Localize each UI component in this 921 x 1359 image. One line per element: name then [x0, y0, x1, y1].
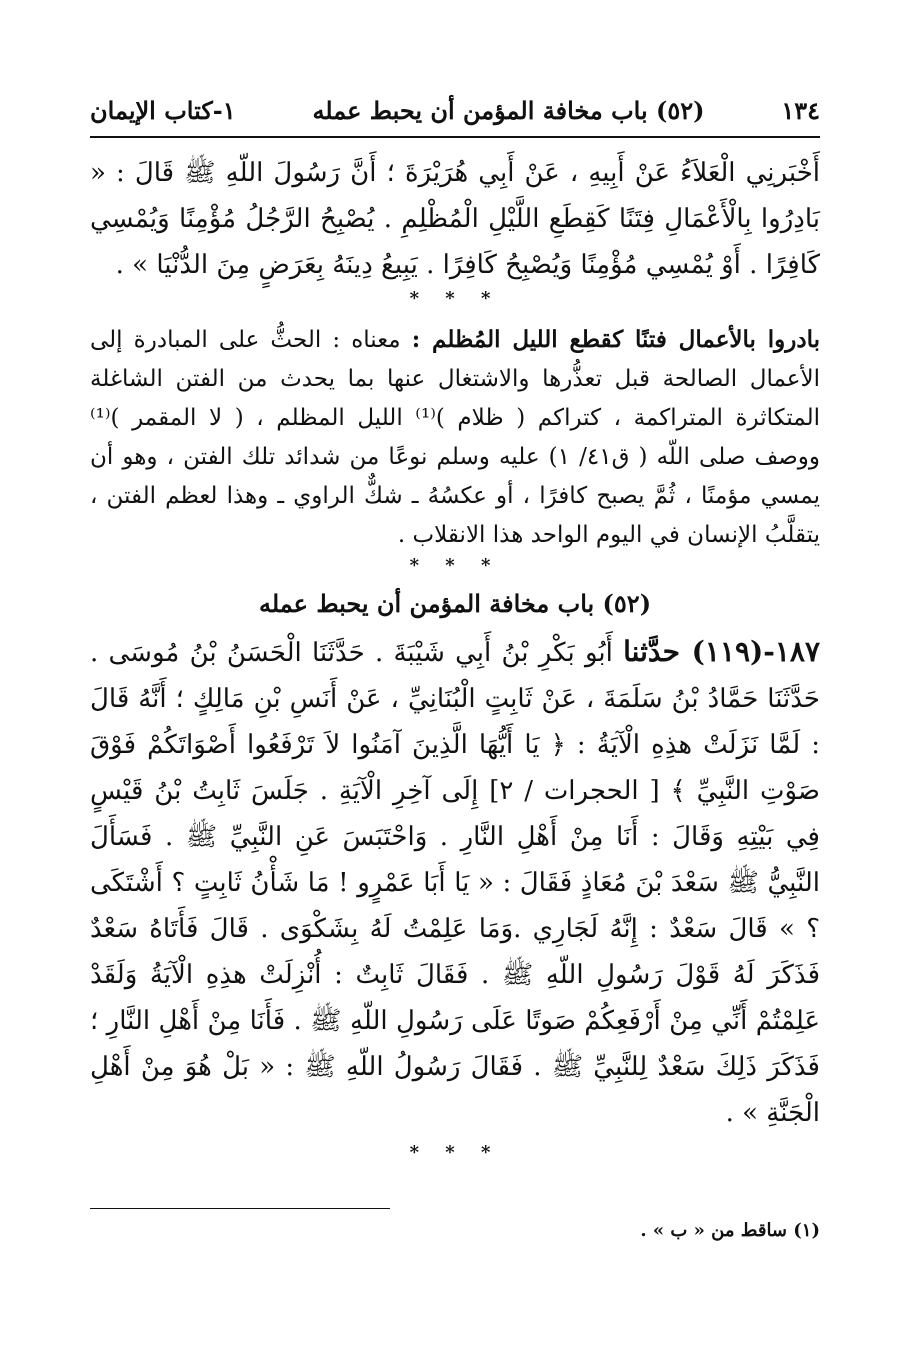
running-book-title: ١-كتاب الإيمان: [90, 96, 236, 125]
hadith-text: أَبُو بَكْرِ بْنُ أَبِي شَيْبَةَ . حَدَّثَنَا الْحَسَنُ بْنُ مُوسَى . حَدَّثَنَا حَمَّادُ بْنُ سَلَمَةَ ، عَنْ ثَابِتٍ الْبُنَانِيِّ ، عَنْ أَنَسِ بْنِ مَالِكٍ ؛ أَنَّهُ قَالَ : لَمَّا نَزَلَتْ هذِهِ الْآيَةُ : ﴿ يَا أَيُّهَا الَّذِينَ آمَنُوا لاَ تَرْفَعُوا أَصْوَاتَكُمْ فَوْقَ صَوْتِ النَّبِيِّ ﴾ [ الحجرات / ٢] إِلَى آخِرِ الْآيَةِ . جَلَسَ ثَابِتُ بْنُ قَيْسٍ فِي بَيْتِهِ وَقَالَ : أَنَا مِنْ أَهْلِ النَّارِ . وَاحْتَبَسَ عَنِ النَّبِيِّ ﷺ . فَسَأَلَ النَّبِيُّ ﷺ سَعْدَ بْنَ مُعَاذٍ فَقَالَ : « يَا أَبَا عَمْرٍو ! مَا شَأْنُ ثَابِتٍ ؟ أَشْتَكَى ؟ » قَالَ سَعْدٌ : إِنَّهُ لَجَارِي .وَمَا عَلِمْتُ لَهُ بِشَكْوَى . قَالَ فَأَتَاهُ سَعْدٌ فَذَكَرَ لَهُ قَوْلَ رَسُولِ اللّهِ ﷺ . فَقَالَ ثَابِتٌ : أُنْزِلَتْ هذِهِ الْآيَةُ وَلَقَدْ عَلِمْتُمْ أَنِّي مِنْ أَرْفَعِكُمْ صَوتًا عَلَى رَسُولِ اللّهِ ﷺ . فَأَنَا مِنْ أَهْلِ النَّارِ ؛ فَذَكَرَ ذَلِكَ سَعْدٌ لِلنَّبِيِّ ﷺ . فَقَالَ رَسُولُ اللّهِ ﷺ : « بَلْ هُوَ مِنْ أَهْلِ الْجَنَّةِ » .: [90, 638, 820, 1128]
page-number: ١٣٤: [781, 96, 820, 125]
hadith-number: ١٨٧-(١١٩) حدَّثنا: [623, 635, 820, 668]
section-separator: * * *: [409, 555, 501, 576]
commentary-lead: بادروا بالأعمال فتنًا كقطع الليل المُظلم :: [411, 326, 820, 353]
hadith-paragraph: أَخْبَرنِي الْعَلاَءُ عَنْ أَبِيهِ ، عَنْ أَبِي هُرَيْرَةَ ؛ أَنَّ رَسُولَ اللّهِ ﷺ قَالَ : « بَادِرُوا بِالْأَعْمَالِ فِتَنًا كَقِطَعِ اللَّيْلِ الْمُظْلِمِ . يُصْبِحُ الرَّجُلُ مُؤْمِنًا وَيُمْسِي كَافِرًا . أَوْ يُمْسِي مُؤْمِنًا وَيُصْبِحُ كَافِرًا . يَبِيعُ دِينَهُ بِعَرَضٍ مِنَ الدُّنْيَا » .: [90, 158, 820, 280]
footnote-divider: [90, 1208, 390, 1209]
page-content: [90, 96, 820, 1164]
section-separator: * * *: [409, 288, 501, 309]
hadith-paragraph: [90, 629, 820, 1136]
chapter-heading: (٥٢) باب مخافة المؤمن أن يحبط عمله: [258, 589, 652, 618]
page-header: [90, 96, 820, 138]
commentary-paragraph: [90, 320, 820, 555]
running-chapter-title: (٥٢) باب مخافة المؤمن أن يحبط عمله: [312, 96, 705, 125]
commentary-body: معناه : الحثُّ على المبادرة إلى الأعمال الصالحة قبل تعذُّرها والاشتغال عنها بما يحدث من الفتن الشاغلة المتكاثرة المتراكمة ، كتراكم ( ظلام )⁽¹⁾ الليل المظلم ، ( لا المقمر )⁽¹⁾ ووصف صلى اللّه ( ق٤١/ ١) عليه وسلم نوعًا من شدائد تلك الفتن ، وهو أن يمسي مؤمنًا ، ثُمَّ يصبح كافرًا ، أو عكسُهُ ـ شكٌّ الراوي ـ وهذا لعظم الفتن ، يتقلَّبُ الإنسان في اليوم الواحد هذا الانقلاب .: [90, 327, 821, 548]
footnote: (١) ساقط من « ب » .: [640, 1220, 820, 1241]
section-separator: * * *: [409, 1142, 501, 1163]
